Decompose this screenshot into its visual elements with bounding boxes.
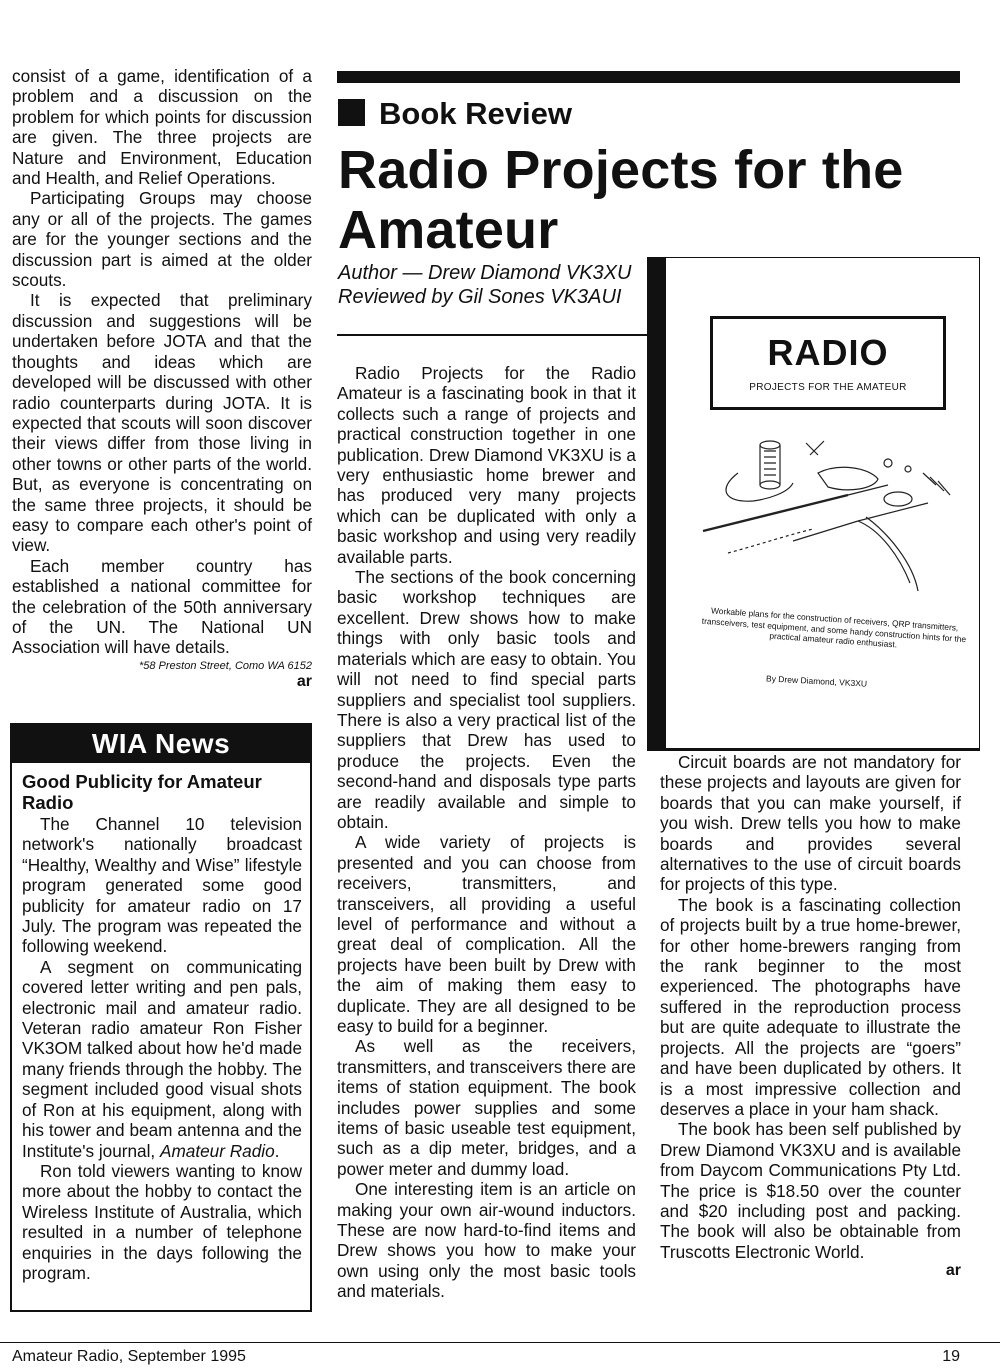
wia-paragraph-text: A segment on communicating covered letter writing and pen pals, electronic mail and amateur radio. Veteran radio amateur Ron Fisher VK3OM talked about how he'd made many friends through the hobby. The segment included good visual shots of Ron at his equipment, along with his tower and beam antenna and the Institute's journal, bbox=[22, 956, 302, 1161]
left-paragraph: consist of a game, identification of a problem and a discussion on the problem for which points for discussion are given. The three projects are Nature and Environment, Education and Health, and Relief Operations. bbox=[12, 66, 312, 189]
byline-rule bbox=[337, 334, 667, 336]
article-paragraph: As well as the receivers, transmitters, and transceivers there are items of station equipment. The book includes power supplies and some items of basic useable test equipment, such as a dip meter, bridges, and a power meter and dummy load. bbox=[337, 1036, 636, 1179]
journal-tail: . bbox=[274, 1140, 280, 1161]
book-cover-title: RADIO bbox=[767, 332, 889, 373]
article-paragraph: The book is a fascinating collection of projects built by a true home-brewer, for other home-brewers ranging from the rank beginner to the most experienced. The photographs have suffered in the reproduction process but are quite adequate to illustrate the projects. All the projects are “goers” and have been duplicated by others. It is a most impressive collection and deserves a place in your ham shack. bbox=[660, 894, 961, 1119]
book-title-box bbox=[710, 316, 946, 410]
middle-column bbox=[337, 363, 636, 1302]
end-mark: ar bbox=[296, 672, 312, 690]
wia-paragraph: Ron told viewers wanting to know more about the hobby to contact the Wireless Institute of Australia, which resulted in a number of telephone enquiries in the days following the program. bbox=[22, 1160, 302, 1283]
section-label-text: Book Review bbox=[379, 96, 572, 131]
book-cover-subtitle: PROJECTS FOR THE AMATEUR bbox=[749, 382, 907, 393]
left-paragraph: Participating Groups may choose any or all of the projects. The games are for the younger sections and the discussion part is aimed at the older scouts. bbox=[12, 188, 312, 291]
end-mark: ar bbox=[945, 1262, 961, 1280]
wia-paragraph: The Channel 10 television network's nationally broadcast “Healthy, Wealthy and Wise” lifestyle program generated some good publicity for amateur radio on 17 July. The program was repeated the following weekend. bbox=[22, 814, 302, 957]
left-paragraph: It is expected that preliminary discussion and suggestions will be undertaken before JOTA and that the thoughts and ideas which are developed will be discussed with other radio counterparts during JOTA. It is expected that scouts will soon discover their views differ from those living in other towns or other parts of the world. But, as everyone is concentrating on the same three projects, it should be easy to compare each other's point of view. bbox=[12, 290, 312, 556]
page-number: 19 bbox=[942, 1348, 960, 1365]
left-paragraph: Each member country has established a national committee for the celebration of the 50th anniversary of the UN. The National UN Association will have details. bbox=[12, 555, 312, 658]
square-bullet-icon bbox=[338, 99, 365, 126]
article-paragraph: Radio Projects for the Radio Amateur is a fascinating book in that it collects such a range of projects and practical construction together in one publication. Drew Diamond VK3XU is a very enthusiastic home brewer and has produced very many projects which can be duplicated with only a basic workshop and using very readily available parts. bbox=[337, 363, 636, 567]
section-label bbox=[338, 96, 572, 132]
article-paragraph: One interesting item is an article on making your own air-wound inductors. These are now hard-to-find items and Drew shows you how to make your own using only the most basic tools and materials. bbox=[337, 1179, 636, 1302]
footer-publication: Amateur Radio, September 1995 bbox=[12, 1348, 246, 1365]
tools-illustration bbox=[698, 433, 968, 603]
reviewer-line: Reviewed by Gil Sones VK3AUI bbox=[338, 286, 622, 308]
byline bbox=[338, 261, 631, 309]
journal-name: Amateur Radio bbox=[160, 1140, 275, 1161]
left-column bbox=[12, 66, 312, 691]
book-cover-blurb: Workable plans for the construction of receivers, QRP transmitters, transceivers, test equipment, and some handy construction hints for the practical amateur radio enthusiast. bbox=[701, 605, 967, 650]
author-address: *58 Preston Street, Como WA 6152 bbox=[138, 659, 312, 672]
article-paragraph: The sections of the book concerning basic workshop techniques are excellent. Drew shows how to make things with only basic tools and materials which are easy to obtain. You will not need to find special parts suppliers and specialist tool suppliers. There is also a very practical list of the suppliers that Drew has used to produce the projects. Even the second-hand and disposals type parts are readily available and simple to obtain. bbox=[337, 567, 636, 832]
wia-news-heading: Good Publicity for Amateur Radio bbox=[22, 771, 262, 813]
wia-paragraph bbox=[22, 957, 302, 1161]
wia-news-banner: WIA News bbox=[12, 725, 310, 763]
right-column bbox=[660, 752, 961, 1280]
top-rule bbox=[337, 71, 960, 83]
article-title: Radio Projects for the Amateur bbox=[338, 140, 904, 260]
footer-rule bbox=[0, 1342, 1000, 1343]
book-cover-image bbox=[647, 257, 980, 751]
book-cover-author: By Drew Diamond, VK3XU bbox=[765, 673, 868, 689]
article-paragraph: Circuit boards are not mandatory for these projects and layouts are given for boards that you can make yourself, if you wish. Drew tells you how to make boards and provides several alternatives to the use of circuit boards for projects of this type. bbox=[660, 752, 961, 895]
author-line: Author — Drew Diamond VK3XU bbox=[338, 262, 632, 284]
article-paragraph: The book has been self published by Drew Diamond VK3XU and is available from Daycom Communications Pty Ltd. The price is $18.50 over the counter and $20 including post and packing. The book will also be obtainable from Truscotts Electronic World. bbox=[660, 1119, 961, 1262]
wia-news-body bbox=[22, 814, 302, 1283]
wia-news-box bbox=[10, 723, 312, 1312]
article-paragraph: A wide variety of projects is presented and you can choose from receivers, transmitters, and transceivers, all providing a useful level of performance and without a great deal of complication. All the projects have been built by Drew with the aim of making them easy to duplicate. They are all designed to be easy to build for a beginner. bbox=[337, 832, 636, 1036]
